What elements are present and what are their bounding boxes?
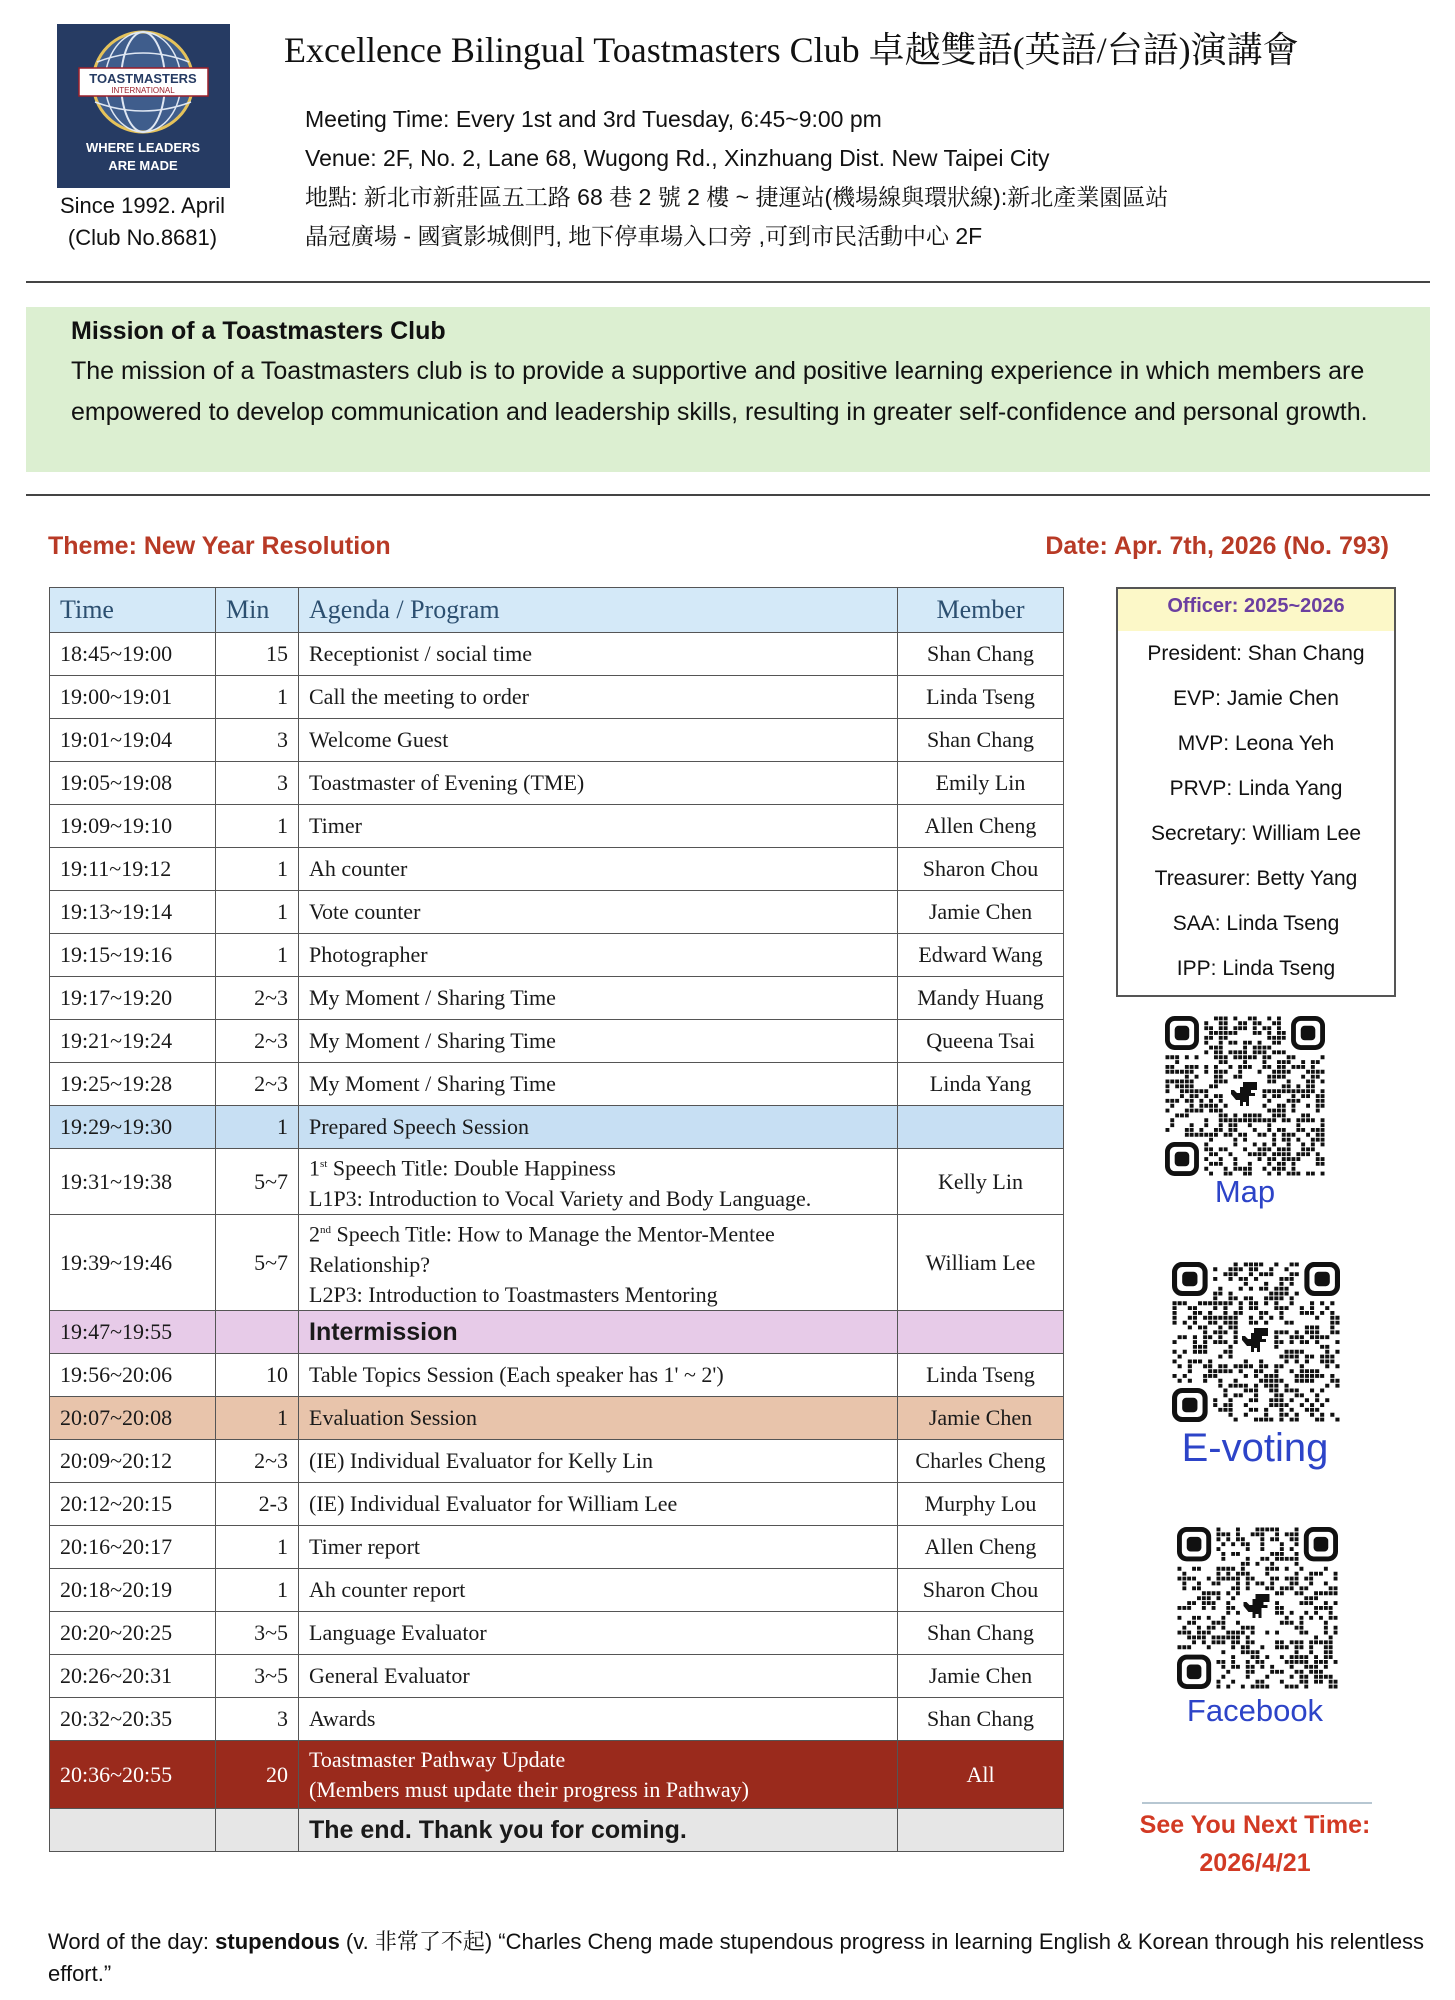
cell-member: Charles Cheng — [898, 1440, 1064, 1483]
cell-program: Toastmaster of Evening (TME) — [299, 762, 898, 805]
speech-project: L2P3: Introduction to Toastmasters Mentoring — [309, 1281, 718, 1307]
table-row — [50, 1063, 1064, 1106]
cell-min: 2~3 — [216, 1020, 299, 1063]
cell-min: 15 — [216, 633, 299, 676]
dino-icon — [1242, 1328, 1268, 1352]
cell-program: Intermission — [299, 1311, 898, 1354]
cell-program: My Moment / Sharing Time — [299, 977, 898, 1020]
cell-min: 5~7 — [216, 1215, 299, 1311]
cell-time: 19:21~19:24 — [50, 1020, 216, 1063]
table-row — [50, 1655, 1064, 1698]
table-row — [50, 719, 1064, 762]
cell-program: Prepared Speech Session — [299, 1106, 898, 1149]
officer-box — [1116, 587, 1396, 997]
mission-text: The mission of a Toastmasters club is to provide a supportive and positive learning experience in which members are empowered to develop communication and leadership skills, resulting in greater self-confidence and personal growth. — [71, 357, 1368, 426]
table-row — [50, 848, 1064, 891]
officer-item: PRVP: Linda Yang — [1169, 777, 1343, 800]
qr-code-icon — [1177, 1527, 1338, 1689]
qr-facebook[interactable] — [1177, 1527, 1338, 1689]
cell-time: 19:09~19:10 — [50, 805, 216, 848]
qr-code-icon — [1172, 1262, 1340, 1422]
cell-time: 20:16~20:17 — [50, 1526, 216, 1569]
cell-program: Awards — [299, 1698, 898, 1741]
cell-program: (IE) Individual Evaluator for William Lee — [299, 1483, 898, 1526]
toastmasters-logo — [57, 24, 230, 188]
cell-member: Sharon Chou — [898, 1569, 1064, 1612]
table-row — [50, 762, 1064, 805]
speech-project: L1P3: Introduction to Vocal Variety and Body Language. — [309, 1185, 812, 1211]
cell-time: 19:39~19:46 — [50, 1215, 216, 1311]
table-row-speech-1 — [50, 1149, 1064, 1215]
cell-program — [299, 1741, 898, 1809]
officer-item: President: Shan Chang — [1147, 642, 1365, 665]
cell-member — [898, 1809, 1064, 1852]
venue-zh-1: 地點: 新北市新莊區五工路 68 巷 2 號 2 樓 ~ 捷運站(機場線與環狀線):新北產業園區站 — [305, 184, 1169, 210]
cell-program: General Evaluator — [299, 1655, 898, 1698]
cell-program: My Moment / Sharing Time — [299, 1020, 898, 1063]
table-row — [50, 1526, 1064, 1569]
cell-min — [216, 1311, 299, 1354]
table-row-pathway — [50, 1741, 1064, 1809]
meeting-date: Date: Apr. 7th, 2026 (No. 793) — [1045, 532, 1389, 560]
cell-min: 3 — [216, 762, 299, 805]
club-title: Excellence Bilingual Toastmasters Club 卓越雙語(英語/台語)演講會 — [284, 30, 1299, 70]
table-row — [50, 891, 1064, 934]
table-row — [50, 1612, 1064, 1655]
cell-time: 19:00~19:01 — [50, 676, 216, 719]
cell-member: Shan Chang — [898, 633, 1064, 676]
table-row-intermission — [50, 1311, 1064, 1354]
cell-time: 19:47~19:55 — [50, 1311, 216, 1354]
speech-title — [309, 1149, 887, 1183]
cell-min: 1 — [216, 1106, 299, 1149]
cell-member: Shan Chang — [898, 1612, 1064, 1655]
table-row-evaluation — [50, 1397, 1064, 1440]
cell-member: Emily Lin — [898, 762, 1064, 805]
cell-time: 19:17~19:20 — [50, 977, 216, 1020]
cell-member: Jamie Chen — [898, 1655, 1064, 1698]
cell-member: Linda Yang — [898, 1063, 1064, 1106]
venue: Venue: 2F, No. 2, Lane 68, Wugong Rd., Xinzhuang Dist. New Taipei City — [305, 145, 1050, 171]
logo-brand: TOASTMASTERS — [89, 71, 197, 86]
cell-min: 1 — [216, 805, 299, 848]
cell-program: Evaluation Session — [299, 1397, 898, 1440]
cell-program: Call the meeting to order — [299, 676, 898, 719]
cell-min: 3 — [216, 1698, 299, 1741]
cell-time: 19:05~19:08 — [50, 762, 216, 805]
cell-program: Ah counter report — [299, 1569, 898, 1612]
header-program: Agenda / Program — [299, 588, 898, 633]
logo-brand-sub: INTERNATIONAL — [111, 86, 175, 95]
qr-label-map[interactable]: Map — [1214, 1174, 1276, 1209]
divider — [26, 281, 1430, 283]
cell-min: 1 — [216, 848, 299, 891]
ordinal-number: 1 — [309, 1155, 320, 1181]
cell-time: 19:25~19:28 — [50, 1063, 216, 1106]
logo-tagline-1: WHERE LEADERS — [85, 140, 201, 155]
cell-member: Kelly Lin — [898, 1149, 1064, 1215]
meeting-time: Meeting Time: Every 1st and 3rd Tuesday, 6:45~9:00 pm — [305, 106, 882, 132]
officer-item: MVP: Leona Yeh — [1177, 732, 1335, 755]
mission-section — [26, 307, 1430, 472]
cell-time: 18:45~19:00 — [50, 633, 216, 676]
table-row — [50, 1020, 1064, 1063]
officer-item: Secretary: William Lee — [1150, 822, 1362, 845]
since-text: Since 1992. April — [59, 193, 226, 218]
ordinal-suffix: st — [320, 1158, 328, 1171]
cell-program: Language Evaluator — [299, 1612, 898, 1655]
cell-program — [299, 1149, 898, 1215]
cell-program: Photographer — [299, 934, 898, 977]
table-row — [50, 934, 1064, 977]
logo-tagline-2: ARE MADE — [108, 158, 178, 173]
cell-program: Vote counter — [299, 891, 898, 934]
table-row — [50, 1698, 1064, 1741]
cell-min: 3~5 — [216, 1655, 299, 1698]
speech-title — [309, 1215, 887, 1249]
qr-map[interactable] — [1165, 1016, 1325, 1176]
venue-zh-2: 晶冠廣場 - 國賓影城側門, 地下停車場入口旁 ,可到市民活動中心 2F — [305, 223, 983, 249]
word-prefix: Word of the day: — [48, 1929, 216, 1954]
word-example: “Charles Cheng made stupendous progress in learning English & Korean through his relentless effort.” — [48, 1929, 1425, 1986]
meeting-info — [305, 100, 1168, 256]
cell-time: 20:07~20:08 — [50, 1397, 216, 1440]
cell-min — [216, 1809, 299, 1852]
cell-program: Timer report — [299, 1526, 898, 1569]
header-member: Member — [898, 588, 1064, 633]
table-row — [50, 977, 1064, 1020]
club-since — [30, 190, 255, 254]
table-row — [50, 1440, 1064, 1483]
cell-program: (IE) Individual Evaluator for Kelly Lin — [299, 1440, 898, 1483]
cell-min: 1 — [216, 1397, 299, 1440]
table-row — [50, 1483, 1064, 1526]
cell-member: Murphy Lou — [898, 1483, 1064, 1526]
cell-min: 1 — [216, 934, 299, 977]
table-row-speech-2 — [50, 1215, 1064, 1311]
cell-time: 19:56~20:06 — [50, 1354, 216, 1397]
cell-min: 1 — [216, 1569, 299, 1612]
dino-icon — [1244, 1594, 1270, 1618]
cell-member: Allen Cheng — [898, 1526, 1064, 1569]
officer-item: EVP: Jamie Chen — [1173, 687, 1339, 710]
officer-item: Treasurer: Betty Yang — [1154, 867, 1358, 890]
header-min: Min — [216, 588, 299, 633]
cell-time: 19:29~19:30 — [50, 1106, 216, 1149]
cell-time: 19:01~19:04 — [50, 719, 216, 762]
cell-time: 20:36~20:55 — [50, 1741, 216, 1809]
table-row — [50, 1354, 1064, 1397]
officer-title: Officer: 2025~2026 — [1118, 589, 1394, 631]
cell-min: 3~5 — [216, 1612, 299, 1655]
word: stupendous — [215, 1929, 340, 1954]
divider — [26, 494, 1430, 496]
cell-program: The end. Thank you for coming. — [299, 1809, 898, 1852]
table-row — [50, 1569, 1064, 1612]
qr-evoting[interactable] — [1172, 1262, 1340, 1422]
cell-member: Linda Tseng — [898, 1354, 1064, 1397]
table-row — [50, 805, 1064, 848]
cell-min: 10 — [216, 1354, 299, 1397]
ordinal-number: 2 — [309, 1221, 320, 1247]
cell-min: 20 — [216, 1741, 299, 1809]
cell-member: Allen Cheng — [898, 805, 1064, 848]
next-meeting-label: See You Next Time: — [1139, 1811, 1371, 1839]
cell-member: Sharon Chou — [898, 848, 1064, 891]
cell-program: Receptionist / social time — [299, 633, 898, 676]
cell-min: 1 — [216, 1526, 299, 1569]
cell-min: 2~3 — [216, 1063, 299, 1106]
cell-min: 2~3 — [216, 1440, 299, 1483]
cell-time: 20:32~20:35 — [50, 1698, 216, 1741]
table-row — [50, 633, 1064, 676]
cell-member: All — [898, 1741, 1064, 1809]
cell-member: Shan Chang — [898, 1698, 1064, 1741]
cell-member: Queena Tsai — [898, 1020, 1064, 1063]
table-row-end — [50, 1809, 1064, 1852]
cell-time: 20:18~20:19 — [50, 1569, 216, 1612]
officer-item: SAA: Linda Tseng — [1172, 912, 1340, 935]
table-row — [50, 676, 1064, 719]
table-header-row — [50, 588, 1064, 633]
cell-member: Shan Chang — [898, 719, 1064, 762]
meeting-theme: Theme: New Year Resolution — [48, 532, 391, 560]
qr-label-facebook[interactable]: Facebook — [1186, 1693, 1324, 1728]
cell-time: 19:11~19:12 — [50, 848, 216, 891]
cell-min: 5~7 — [216, 1149, 299, 1215]
cell-member — [898, 1311, 1064, 1354]
cell-min: 2-3 — [216, 1483, 299, 1526]
cell-min: 1 — [216, 676, 299, 719]
cell-time: 20:09~20:12 — [50, 1440, 216, 1483]
cell-member: Edward Wang — [898, 934, 1064, 977]
cell-member: William Lee — [898, 1215, 1064, 1311]
cell-program: My Moment / Sharing Time — [299, 1063, 898, 1106]
cell-time: 20:20~20:25 — [50, 1612, 216, 1655]
officer-item: IPP: Linda Tseng — [1176, 957, 1336, 980]
cell-min: 1 — [216, 891, 299, 934]
cell-time: 19:13~19:14 — [50, 891, 216, 934]
speech-title-cont: Relationship? — [309, 1251, 430, 1277]
pathway-note: (Members must update their progress in Pathway) — [309, 1776, 749, 1802]
cell-program: Welcome Guest — [299, 719, 898, 762]
cell-member: Linda Tseng — [898, 676, 1064, 719]
cell-member: Jamie Chen — [898, 891, 1064, 934]
speech-title-text: Speech Title: Double Happiness — [327, 1155, 616, 1181]
cell-member — [898, 1106, 1064, 1149]
cell-program: Timer — [299, 805, 898, 848]
cell-min: 2~3 — [216, 977, 299, 1020]
word-definition: (v. 非常了不起) — [339, 1929, 499, 1954]
qr-code-icon — [1165, 1016, 1325, 1176]
club-number: (Club No.8681) — [67, 225, 218, 250]
divider — [1142, 1802, 1372, 1804]
header-time: Time — [50, 588, 216, 633]
cell-time: 19:31~19:38 — [50, 1149, 216, 1215]
cell-program — [299, 1215, 898, 1311]
cell-member: Jamie Chen — [898, 1397, 1064, 1440]
dino-icon — [1231, 1082, 1257, 1106]
cell-member: Mandy Huang — [898, 977, 1064, 1020]
ordinal-suffix: nd — [320, 1224, 331, 1237]
word-of-the-day — [48, 1926, 1438, 1990]
speech-title-text: Speech Title: How to Manage the Mentor-Mentee — [331, 1221, 775, 1247]
cell-time: 20:12~20:15 — [50, 1483, 216, 1526]
next-meeting — [1100, 1806, 1410, 1882]
cell-time — [50, 1809, 216, 1852]
agenda-table — [49, 587, 1064, 1852]
cell-time: 19:15~19:16 — [50, 934, 216, 977]
cell-program: Table Topics Session (Each speaker has 1' ~ 2') — [299, 1354, 898, 1397]
cell-time: 20:26~20:31 — [50, 1655, 216, 1698]
qr-label-evoting[interactable]: E-voting — [1181, 1426, 1329, 1470]
next-meeting-date: 2026/4/21 — [1199, 1849, 1311, 1877]
cell-program: Ah counter — [299, 848, 898, 891]
mission-title: Mission of a Toastmasters Club — [71, 317, 446, 345]
cell-min: 3 — [216, 719, 299, 762]
pathway-title: Toastmaster Pathway Update — [309, 1746, 566, 1772]
table-row-prepared-speech — [50, 1106, 1064, 1149]
